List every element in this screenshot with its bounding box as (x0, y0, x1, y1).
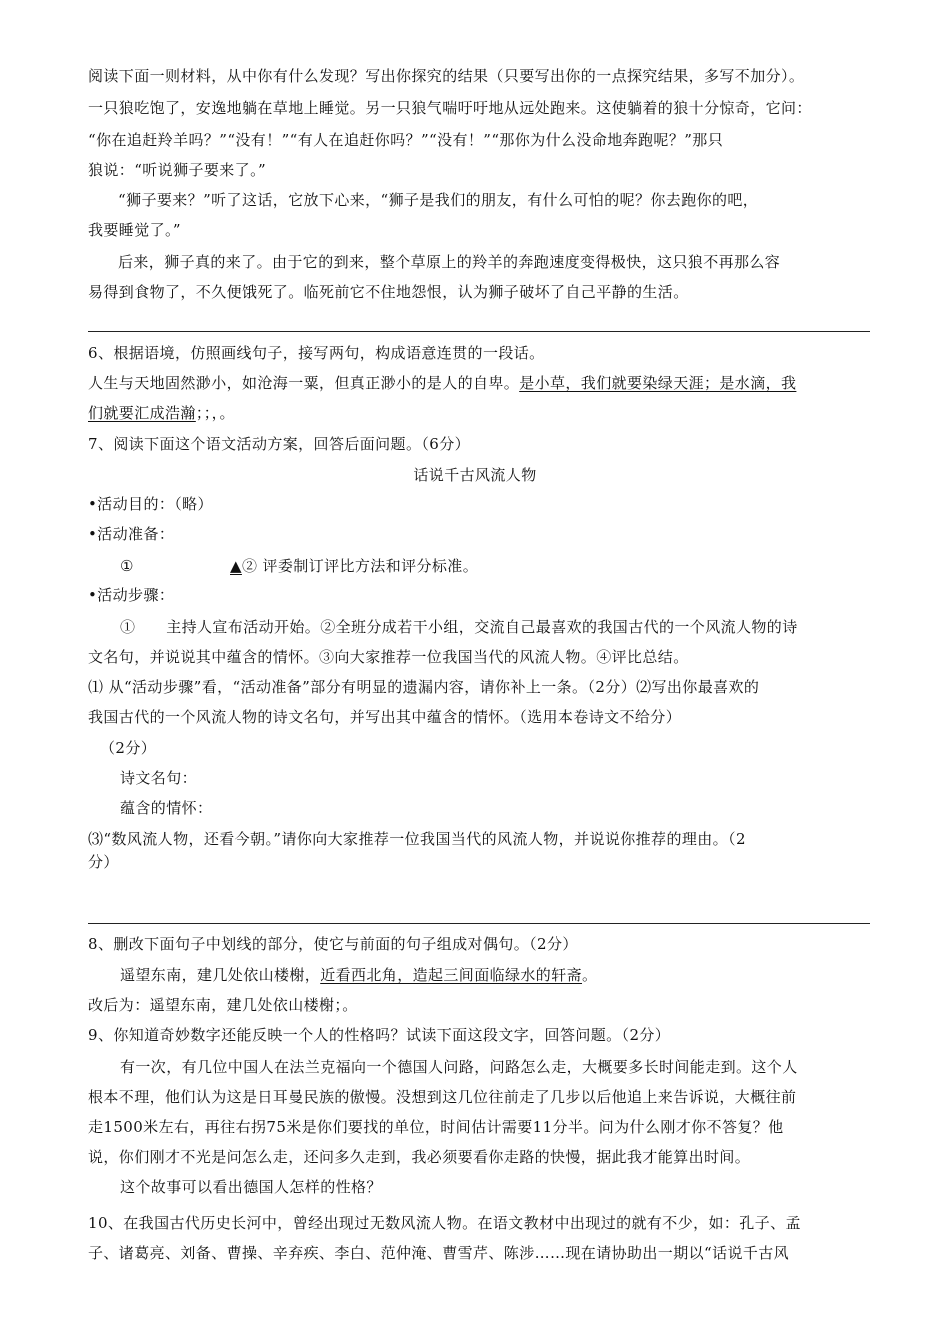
triangle-icon: ▲ (230, 557, 242, 575)
answer-line (88, 923, 870, 924)
q7-steps-label: •活动步骤： (88, 586, 175, 604)
q6-text-plain: 人生与天地固然渺小，如沧海一粟，但真正渺小的是人的自卑。 (88, 374, 520, 392)
material-line: 一只狼吃饱了，安逸地躺在草地上睡觉。另一只狼气喘吁吁地从远处跑来。这使躺着的狼十分惊奇，它问： (88, 99, 812, 117)
q6-underlined-sentence-cont: 们就要汇成浩瀚 (88, 404, 196, 422)
q6-text-line2 (88, 403, 235, 423)
q7-sub3-question: 分） (88, 853, 119, 871)
q7-sub-question: ⑴ 从“活动步骤”看，“活动准备”部分有明显的遗漏内容，请你补上一条。（2分）⑵写出你最喜欢的 (88, 678, 760, 696)
q8-underlined-part: 近看西北角，造起三间面临绿水的轩斋 (320, 966, 583, 984)
q7-purpose: •活动目的：（略） (88, 495, 213, 513)
q6-title: 6、根据语境，仿照画线句子，接写两句，构成语意连贯的一段话。 (88, 344, 545, 362)
q7-poem-label: 诗文名句： (120, 769, 198, 787)
answer-line (88, 331, 870, 332)
q9-title: 9、你知道奇妙数字还能反映一个人的性格吗？试读下面这段文字，回答问题。（2分） (88, 1026, 671, 1044)
q9-passage-line: 说，你们刚才不光是问怎么走，还问多久走到，我必须要看你走路的快慢，据此我才能算出时间。 (88, 1148, 751, 1166)
q9-question: 这个故事可以看出德国人怎样的性格？ (120, 1178, 382, 1196)
q8-answer: 改后为：遥望东南，建几处依山楼榭；。 (88, 996, 358, 1014)
q7-sub2-score: （2分） (100, 739, 157, 757)
material-intro: 阅读下面一则材料，从中你有什么发现？写出你探究的结果（只要写出你的一点探究结果，多写不加分）。 (88, 67, 805, 85)
material-line: 易得到食物了，不久便饿死了。临死前它不住地怨恨，认为狮子破坏了自己平静的生活。 (88, 283, 689, 301)
q8-sentence-plain: 遥望东南，建几处依山楼榭， (120, 966, 321, 984)
q8-title: 8、删改下面句子中划线的部分，使它与前面的句子组成对偶句。（2分） (88, 935, 578, 953)
q7-sub3-question: ⑶“数风流人物，还看今朝。”请你向大家推荐一位我国当代的风流人物，并说说你推荐的理由。（2 (88, 830, 746, 848)
material-line: “狮子要来？”听了这话，它放下心来，“狮子是我们的朋友，有什么可怕的呢？你去跑你的吧， (118, 191, 759, 209)
q9-passage-line: 走1500米左右，再往右拐75米是你们要找的单位，时间估计需要11分半。问为什么刚才你不答复？他 (88, 1118, 784, 1136)
material-line: 我要睡觉了。” (88, 221, 181, 239)
q9-passage-line: 根本不理，他们认为这是日耳曼民族的傲慢。没想到这几位往前走了几步以后他追上来告诉说，大概往前 (88, 1088, 797, 1106)
material-line: 狼说：“听说狮子要来了。” (88, 161, 267, 179)
q10-line: 10、在我国古代历史长河中，曾经出现过无数风流人物。在语文教材中出现过的就有不少，如：孔子、孟 (88, 1214, 801, 1232)
q6-blanks: ；；，。 (195, 404, 235, 422)
q7-feeling-label: 蕴含的情怀： (120, 799, 213, 817)
q10-line: 子、诸葛亮、刘备、曹操、辛弃疾、李白、范仲淹、曹雪芹、陈涉……现在请协助出一期以“话说千古风 (88, 1244, 790, 1262)
q8-sentence-end: 。 (582, 966, 598, 984)
material-line: “你在追赶羚羊吗？”“没有！”“有人在追赶你吗？”“没有！”“那你为什么没命地奔跑呢？”那只 (88, 131, 724, 149)
q8-sentence (120, 965, 597, 985)
q7-steps-line: 文名句，并说说其中蕴含的情怀。③向大家推荐一位我国当代的风流人物。④评比总结。 (88, 648, 689, 666)
q7-prep-item2 (230, 556, 478, 576)
material-line: 后来，狮子真的来了。由于它的到来，整个草原上的羚羊的奔跑速度变得极快，这只狼不再那么容 (118, 253, 781, 271)
q7-title: 7、阅读下面这个语文活动方案，回答后面问题。（6分） (88, 435, 470, 453)
q7-sub-question: 我国古代的一个风流人物的诗文名句，并写出其中蕴含的情怀。（选用本卷诗文不给分） (88, 708, 682, 726)
q9-passage-line: 有一次，有几位中国人在法兰克福向一个德国人问路，问路怎么走，大概要多长时间能走到。这个人 (120, 1058, 798, 1076)
q6-text (88, 373, 796, 393)
q7-activity-title: 话说千古风流人物 (413, 466, 537, 484)
q7-prep-label: •活动准备： (88, 525, 175, 543)
q7-prep-item2-text: ② 评委制订评比方法和评分标准。 (241, 557, 479, 575)
q6-underlined-sentence: 是小草，我们就要染绿天涯；是水滴，我 (519, 374, 797, 392)
q7-steps-line: ① 主持人宣布活动开始。②全班分成若干小组，交流自己最喜欢的我国古代的一个风流人物的诗 (120, 618, 798, 636)
q7-prep-item1: ① (120, 557, 134, 575)
